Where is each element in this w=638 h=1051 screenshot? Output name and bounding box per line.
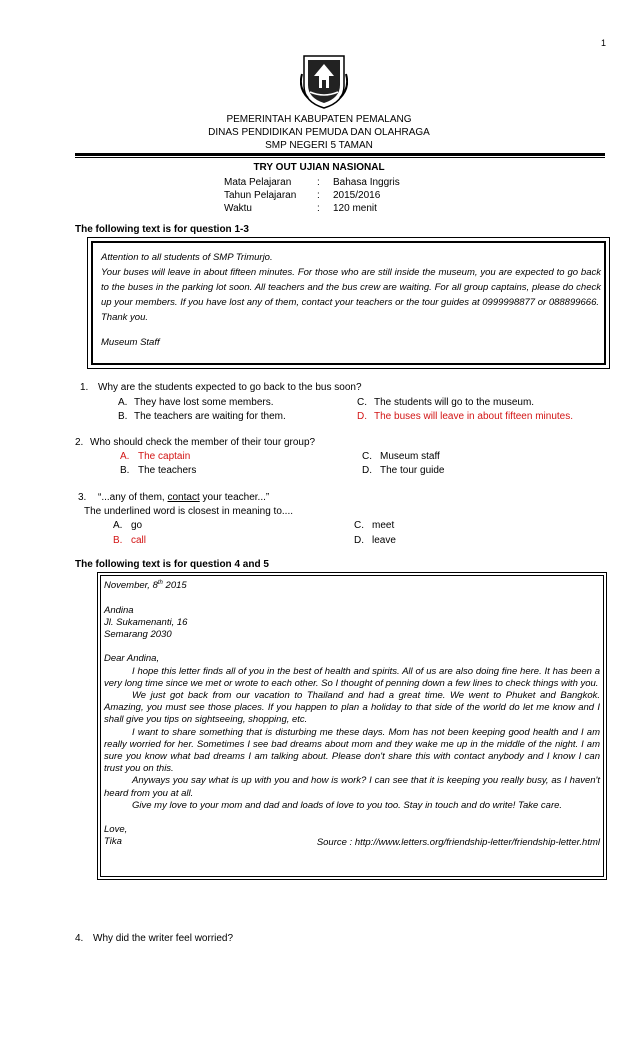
- exam-title: TRY OUT UJIAN NASIONAL: [253, 162, 385, 173]
- q3-option-b: call: [131, 535, 147, 546]
- letter-paragraph-5: Give my love to your mom and dad and loads of love to you too. Stay in touch and do write! Take care.: [132, 799, 563, 811]
- q2-option-a: The captain: [138, 451, 191, 462]
- letter-paragraph-2: We just got back from our vacation to Thailand and had a great time. We went to Phuket and Bangkok. Amazing, you must see those places. If you happen to plan a holiday to that side of the world do let me know and I shall give you tips on sightseeing, shopping, etc.: [104, 689, 600, 726]
- header-government: PEMERINTAH KABUPATEN PEMALANG: [226, 114, 412, 125]
- header-rule-thin: [75, 157, 605, 158]
- q3-number: 3.: [78, 492, 87, 503]
- q1-text: Why are the students expected to go back to the bus soon?: [98, 382, 362, 393]
- header-department: DINAS PENDIDIKAN PEMUDA DAN OLAHRAGA: [208, 127, 430, 138]
- info-value: Bahasa Inggris: [333, 177, 400, 188]
- q2-option-b-letter: B.: [120, 465, 130, 476]
- letter-paragraph-4: Anyways you say what is up with you and how is work? I can see that it is keeping you really busy, as I haven't heard from you at all.: [104, 775, 600, 799]
- info-sep: :: [317, 203, 320, 214]
- letter-signature: Tika: [104, 836, 122, 848]
- q1-option-b-letter: B.: [118, 411, 128, 422]
- q3-option-a-letter: A.: [113, 520, 123, 531]
- q2-number: 2.: [75, 437, 84, 448]
- section2-heading: The following text is for question 4 and 5: [75, 559, 269, 570]
- letter-address-1: Jl. Sukamenanti, 16: [104, 616, 188, 628]
- letter-recipient-name: Andina: [104, 604, 134, 616]
- letter-text: [104, 577, 600, 849]
- notice-line1: Attention to all students of SMP Trimurjo.: [101, 252, 273, 263]
- q1-option-d-letter: D.: [357, 411, 367, 422]
- q4-number: 4.: [75, 933, 84, 944]
- header-school: SMP NEGERI 5 TAMAN: [265, 140, 373, 151]
- q3-option-d-letter: D.: [354, 535, 364, 546]
- q3-option-d: leave: [372, 535, 396, 546]
- q3-quote-pre: “...any of them,: [98, 492, 168, 503]
- info-label: Tahun Pelajaran: [224, 190, 297, 201]
- letter-closing: Love,: [104, 824, 128, 836]
- q4-text: Why did the writer feel worried?: [93, 933, 234, 944]
- notice-sign: Museum Staff: [101, 337, 160, 348]
- q3-option-a: go: [131, 520, 143, 531]
- q1-option-c-letter: C.: [357, 397, 367, 408]
- q3-quote: [98, 492, 269, 503]
- q1-option-d: The buses will leave in about fifteen minutes.: [374, 411, 573, 422]
- regency-emblem-icon: [300, 52, 348, 110]
- q3-quote-post: your teacher...”: [199, 492, 270, 503]
- q1-option-a-letter: A.: [118, 397, 128, 408]
- info-sep: :: [317, 190, 320, 201]
- letter-address-2: Semarang 2030: [104, 628, 172, 640]
- section1-heading: The following text is for question 1-3: [75, 224, 249, 235]
- q2-text: Who should check the member of their tour group?: [90, 437, 316, 448]
- info-label: Mata Pelajaran: [224, 177, 292, 188]
- notice-body: Your buses will leave in about fifteen minutes. For those who are still inside the museum, you are expected to go back to the buses in the parking lot soon. All teachers and the bus crew are waiting. For all group captains, please do check up your members. If you have lost any of them, contact your teachers or the tour guides at 0999998877 or 088899666.: [101, 267, 601, 308]
- letter-greeting: Dear Andina,: [104, 653, 160, 665]
- q2-option-b: The teachers: [138, 465, 197, 476]
- q3-quote-underlined: contact: [167, 492, 200, 503]
- letter-source: Source : http://www.letters.org/friendship-letter/friendship-letter.html: [316, 836, 600, 848]
- q2-option-a-letter: A.: [120, 451, 130, 462]
- notice-box: [87, 237, 610, 369]
- info-label: Waktu: [224, 203, 252, 214]
- info-value: 2015/2016: [333, 190, 381, 201]
- q2-option-c: Museum staff: [380, 451, 440, 462]
- page-number: 1: [601, 38, 607, 48]
- info-value: 120 menit: [333, 203, 377, 214]
- q1-option-a: They have lost some members.: [134, 397, 274, 408]
- letter-box: [97, 572, 607, 880]
- q2-option-c-letter: C.: [362, 451, 372, 462]
- q3-option-c-letter: C.: [354, 520, 364, 531]
- notice-text: [101, 250, 601, 350]
- q1-number: 1.: [80, 382, 89, 393]
- q2-option-d: The tour guide: [380, 465, 445, 476]
- letter-paragraph-1: I hope this letter finds all of you in the best of health and spirits. All of us are also doing fine here. It has been a very long time since we met or wrote to each other. So I thought of penning down a few lines to check things with you.: [104, 665, 600, 689]
- letter-paragraph-3: I want to share something that is disturbing me these days. Mom has not been keeping good health and I am really worried for her. Sometimes I see bad dreams about mom and they wake me up in the middle of the night. I am sure you know what bad dreams I am talking about. Please don't share this with contact anybody and I know I can trust you on this.: [104, 726, 600, 775]
- q1-option-c: The students will go to the museum.: [374, 397, 535, 408]
- q1-option-b: The teachers are waiting for them.: [134, 411, 286, 422]
- letter-date: November, 8th 2015: [104, 580, 187, 592]
- q3-option-c: meet: [372, 520, 395, 531]
- info-sep: :: [317, 177, 320, 188]
- notice-thanks: Thank you.: [101, 312, 148, 323]
- q2-option-d-letter: D.: [362, 465, 372, 476]
- q3-option-b-letter: B.: [113, 535, 123, 546]
- q3-text: The underlined word is closest in meaning to....: [84, 506, 293, 517]
- header-rule-thick: [75, 153, 605, 156]
